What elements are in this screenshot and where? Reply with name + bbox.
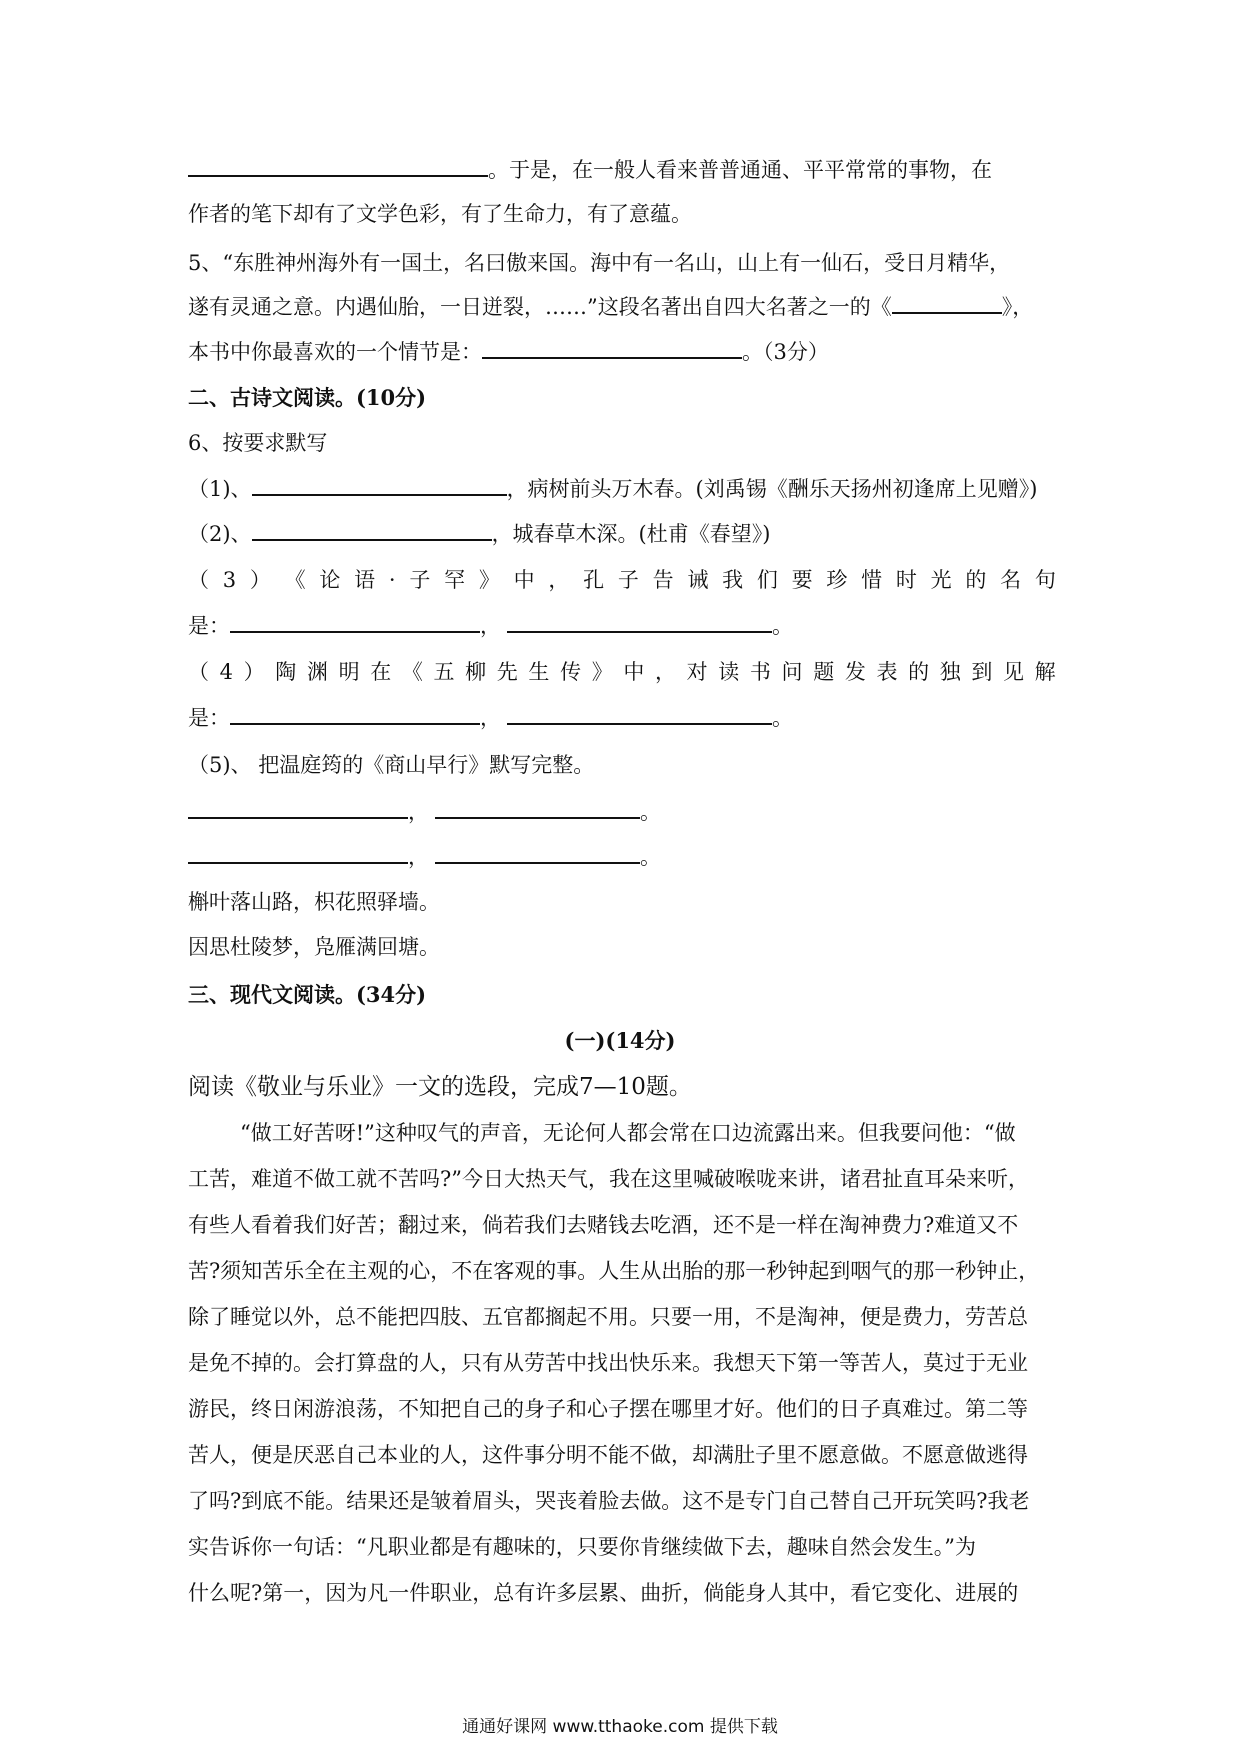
item3-char: 要 (791, 568, 813, 592)
comma: ， (480, 614, 501, 638)
passage-line: 了吗?到底不能。结果还是皱着眉头，哭丧着脸去做。这不是专门自己替自己开玩笑吗?我老 (188, 1489, 1030, 1513)
q6-item1 (188, 474, 1037, 504)
item4-char: 渊 (306, 660, 328, 684)
answer-blank[interactable] (435, 842, 640, 864)
period: 。 (772, 614, 793, 638)
passage-line: “做工好苦呀!”这种叹气的声音，无论何人都会常在口边流露出来。但我要问他：“做 (240, 1121, 1016, 1145)
item3-char: 们 (756, 568, 778, 592)
item4-char: 问 (781, 660, 803, 684)
section2-title: 二、古诗文阅读。(10分) (188, 385, 427, 410)
q4-line1 (188, 155, 992, 185)
item4-line2-prefix: 是： (188, 706, 230, 730)
q6-item3-line1 (188, 565, 1056, 595)
period: 。 (640, 845, 661, 869)
item3-char: ） (249, 568, 271, 592)
item3-char: · (388, 568, 396, 592)
comma: ， (408, 800, 429, 824)
item4-char: 《 (401, 660, 423, 684)
plot-blank[interactable] (482, 337, 742, 359)
item4-char: 4 (219, 660, 234, 684)
item4-char: 解 (1034, 660, 1056, 684)
item4-char: ， (654, 660, 676, 684)
section3-title: 三、现代文阅读。(34分) (188, 982, 427, 1007)
item4-char: 生 (528, 660, 550, 684)
item4-char: 独 (939, 660, 961, 684)
answer-blank[interactable] (230, 611, 480, 633)
item3-char: 我 (722, 568, 744, 592)
item1-prefix: （1)、 (188, 477, 252, 501)
answer-blank[interactable] (188, 842, 408, 864)
item4-char: 五 (433, 660, 455, 684)
item3-char: 子 (409, 568, 431, 592)
poem-line1 (188, 797, 661, 827)
q6-item4-line2 (188, 703, 793, 733)
item4-char: 》 (591, 660, 613, 684)
item4-char: 在 (370, 660, 392, 684)
item4-char: （ (188, 660, 209, 684)
q6-item4-line1 (188, 657, 1056, 687)
q4-line1-text: 。于是，在一般人看来普普通通、平平常常的事物，在 (488, 158, 992, 182)
passage-line: 游民，终日闲游浪荡，不知把自己的身子和心子摆在哪里才好。他们的日子真难过。第二等 (188, 1397, 1028, 1421)
item4-char: 发 (844, 660, 866, 684)
passage-line: 实告诉你一句话：“凡职业都是有趣味的，只要你肯继续做下去，趣味自然会发生。”为 (188, 1535, 976, 1559)
item4-char: 明 (338, 660, 360, 684)
item3-char: 子 (617, 568, 639, 592)
item4-char: 对 (686, 660, 708, 684)
item3-char: 论 (319, 568, 341, 592)
period: 。 (640, 800, 661, 824)
item3-char: ， (548, 568, 570, 592)
item3-char: 语 (354, 568, 376, 592)
item3-char: 中 (513, 568, 535, 592)
period: 。 (772, 706, 793, 730)
page-footer: 通通好课网 www.tthaoke.com 提供下载 (462, 1717, 778, 1737)
item4-char: 柳 (465, 660, 487, 684)
q4-line2: 作者的笔下却有了文学色彩，有了生命力，有了意蕴。 (188, 202, 692, 226)
answer-blank[interactable] (230, 703, 480, 725)
item3-char: 告 (652, 568, 674, 592)
item4-char: 见 (1003, 660, 1025, 684)
answer-blank[interactable] (252, 474, 507, 496)
poem-line3: 槲叶落山路，枳花照驿墙。 (188, 890, 440, 914)
item4-char: 读 (718, 660, 740, 684)
item4-char: 传 (560, 660, 582, 684)
item3-char: 光 (930, 568, 952, 592)
item3-char: 诫 (687, 568, 709, 592)
passage-line: 除了睡觉以外，总不能把四肢、五官都搁起不用。只要一用，不是淘神，便是费力，劳苦总 (188, 1305, 1028, 1329)
comma: ， (480, 706, 501, 730)
item3-char: 罕 (444, 568, 466, 592)
item2-suffix: ，城春草木深。(杜甫《春望》) (491, 522, 771, 546)
q5-line2-after: 》， (1001, 295, 1034, 319)
item4-char: 的 (908, 660, 930, 684)
q5-line2-before: 遂有灵通之意。内遇仙胎，一日迸裂，……”这段名著出自四大名著之一的《 (188, 295, 892, 319)
poem-line2 (188, 842, 661, 872)
passage-line: 什么呢?第一，因为凡一件职业，总有许多层累、曲折，倘能身人其中，看它变化、进展的 (188, 1581, 1019, 1605)
item3-char: 》 (478, 568, 500, 592)
passage-line: 有些人看着我们好苦；翻过来，倘若我们去赌钱去吃酒，还不是一样在淘神费力?难道又不 (188, 1213, 1019, 1237)
item4-char: 书 (749, 660, 771, 684)
passage-line: 是免不掉的。会打算盘的人，只有从劳苦中找出快乐来。我想天下第一等苦人，莫过于无业 (188, 1351, 1028, 1375)
q5-line3-before: 本书中你最喜欢的一个情节是： (188, 340, 482, 364)
book-title-blank[interactable] (892, 292, 1002, 314)
q6-item3-line2 (188, 611, 793, 641)
item3-char: 3 (222, 568, 237, 592)
item3-char: 的 (965, 568, 987, 592)
passage-line: 工苦，难道不做工就不苦吗?”今日大热天气，我在这里喊破喉咙来讲，诸君扯直耳朵来听， (188, 1167, 1029, 1191)
item3-line2-prefix: 是： (188, 614, 230, 638)
part1-title: (一)(14分) (564, 1028, 676, 1053)
q5-line2 (188, 292, 1033, 322)
answer-blank[interactable] (188, 155, 488, 177)
comma: ， (408, 845, 429, 869)
passage-line: 苦人，便是厌恶自己本业的人，这件事分明不能不做，却满肚子里不愿意做。不愿意做逃得 (188, 1443, 1028, 1467)
item4-char: 中 (623, 660, 645, 684)
item3-char: 句 (1034, 568, 1056, 592)
answer-blank[interactable] (252, 519, 492, 541)
reading-intro: 阅读《敬业与乐业》一文的选段，完成7—10题。 (188, 1074, 692, 1100)
q6-item2 (188, 519, 770, 549)
q6-item5: （5)、 把温庭筠的《商山早行》默写完整。 (188, 753, 595, 777)
answer-blank[interactable] (435, 797, 640, 819)
poem-line4: 因思杜陵梦，凫雁满回塘。 (188, 935, 440, 959)
item3-char: 《 (284, 568, 306, 592)
q6-title: 6、按要求默写 (188, 431, 328, 455)
item3-char: 珍 (826, 568, 848, 592)
item2-prefix: （2)、 (188, 522, 252, 546)
item3-char: 名 (1000, 568, 1022, 592)
passage-line: 苦?须知苦乐全在主观的心，不在客观的事。人生从出胎的那一秒钟起到咽气的那一秒钟止， (188, 1259, 1040, 1283)
item4-char: 表 (876, 660, 898, 684)
answer-blank[interactable] (188, 797, 408, 819)
item1-suffix: ，病树前头万木春。(刘禹锡《酬乐天扬州初逢席上见赠》) (506, 477, 1038, 501)
item4-char: ） (243, 660, 265, 684)
q5-line1: 5、“东胜神州海外有一国土，名曰傲来国。海中有一名山，山上有一仙石，受日月精华， (188, 251, 1011, 275)
item4-char: 陶 (275, 660, 297, 684)
item4-char: 题 (813, 660, 835, 684)
answer-blank[interactable] (507, 703, 772, 725)
item4-char: 到 (971, 660, 993, 684)
q5-line3-after: 。（3分） (742, 340, 829, 364)
answer-blank[interactable] (507, 611, 772, 633)
item3-char: 惜 (861, 568, 883, 592)
item3-char: 时 (895, 568, 917, 592)
item4-char: 先 (496, 660, 518, 684)
item3-char: （ (188, 568, 209, 592)
item3-char: 孔 (583, 568, 605, 592)
q5-line3 (188, 337, 829, 367)
